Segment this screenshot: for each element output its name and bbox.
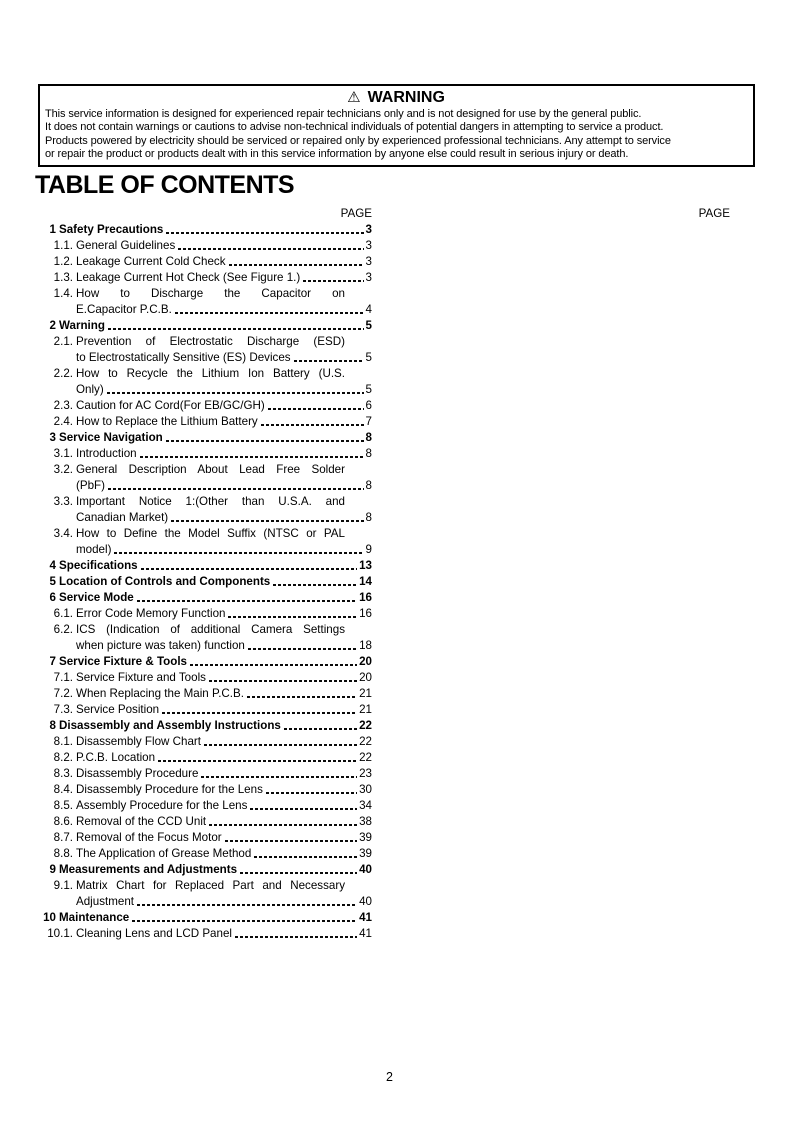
entry-number: 6.1. <box>53 607 73 620</box>
toc-entry-line <box>40 654 372 670</box>
toc-entry <box>40 750 372 766</box>
dotted-leader <box>175 302 364 318</box>
entry-title: How to Recycle the Lithium Ion Battery (U.S. <box>76 367 345 380</box>
entry-number: 2.4. <box>53 415 73 428</box>
entry-page-number: 3 <box>365 239 372 252</box>
dotted-leader <box>250 798 357 814</box>
entry-title: Disassembly and Assembly Instructions <box>59 719 281 732</box>
warning-box <box>38 84 755 167</box>
entry-number: 7.2. <box>53 687 73 700</box>
toc-entry <box>40 398 372 414</box>
dotted-leader <box>284 718 357 734</box>
toc-entry <box>40 254 372 270</box>
toc-entry <box>40 814 372 830</box>
entry-page-number: 41 <box>359 927 372 940</box>
toc-entry <box>40 446 372 462</box>
entry-number: 3.3. <box>53 495 73 508</box>
toc-entry <box>40 862 372 878</box>
entry-title: Adjustment <box>76 895 134 908</box>
dotted-leader <box>114 542 363 558</box>
dotted-leader <box>303 270 363 286</box>
toc-entry <box>40 622 372 654</box>
entry-number: 6.2. <box>53 623 73 636</box>
entry-title: Disassembly Flow Chart <box>76 735 201 748</box>
entry-title: Service Navigation <box>59 431 163 444</box>
entry-number: 8.2. <box>53 751 73 764</box>
entry-page-number: 5 <box>365 319 372 332</box>
entry-number: 3 <box>49 431 56 444</box>
page-column-header-right: PAGE <box>698 207 730 220</box>
toc-list <box>40 222 372 942</box>
toc-column <box>40 206 372 942</box>
entry-title: How to Replace the Lithium Battery <box>76 415 258 428</box>
toc-entry-line <box>40 702 372 718</box>
entry-page-number: 16 <box>359 591 372 604</box>
entry-title: Warning <box>59 319 105 332</box>
warning-text-line: It does not contain warnings or cautions to advise non-technical individuals of potential dangers in attempting to service a product. <box>45 121 664 134</box>
entry-page-number: 40 <box>359 863 372 876</box>
entry-title: Leakage Current Hot Check (See Figure 1.) <box>76 271 301 284</box>
entry-title: Error Code Memory Function <box>76 607 226 620</box>
entry-title: to Electrostatically Sensitive (ES) Devices <box>76 351 291 364</box>
entry-page-number: 4 <box>365 303 372 316</box>
toc-entry-line <box>40 750 372 766</box>
entry-title: Only) <box>76 383 104 396</box>
dotted-leader <box>248 638 357 654</box>
dotted-leader <box>107 382 364 398</box>
toc-entry-line <box>40 366 372 382</box>
dotted-leader <box>254 846 357 862</box>
entry-title: Service Fixture and Tools <box>76 671 206 684</box>
toc-entry-line <box>40 510 372 526</box>
dotted-leader <box>190 654 357 670</box>
footer-page-number: 2 <box>386 1070 393 1084</box>
entry-number: 2.1. <box>53 335 73 348</box>
dotted-leader <box>132 910 357 926</box>
entry-page-number: 8 <box>365 447 372 460</box>
toc-entry-line <box>40 910 372 926</box>
toc-entry-line <box>40 622 372 638</box>
toc-entry <box>40 574 372 590</box>
dotted-leader <box>240 862 357 878</box>
toc-entry-line <box>40 398 372 414</box>
toc-entry-line <box>40 782 372 798</box>
entry-number: 3.4. <box>53 527 73 540</box>
entry-title: Introduction <box>76 447 137 460</box>
dotted-leader <box>171 510 363 526</box>
entry-title: Maintenance <box>59 911 130 924</box>
entry-number: 9 <box>49 863 56 876</box>
dotted-leader <box>247 686 357 702</box>
entry-page-number: 5 <box>365 351 372 364</box>
entry-title: Important Notice 1:(Other than U.S.A. and <box>76 495 345 508</box>
entry-number: 1.2. <box>53 255 73 268</box>
entry-number: 8.1. <box>53 735 73 748</box>
page-title: TABLE OF CONTENTS <box>35 171 295 199</box>
toc-entry-line <box>40 606 372 622</box>
entry-page-number: 16 <box>359 607 372 620</box>
toc-entry <box>40 414 372 430</box>
entry-title: Canadian Market) <box>76 511 169 524</box>
toc-entry-line <box>40 494 372 510</box>
entry-title: Cleaning Lens and LCD Panel <box>76 927 232 940</box>
dotted-leader <box>294 350 364 366</box>
toc-entry-line <box>40 574 372 590</box>
toc-entry-line <box>40 526 372 542</box>
entry-title: Removal of the CCD Unit <box>76 815 207 828</box>
entry-page-number: 39 <box>359 831 372 844</box>
dotted-leader <box>141 558 357 574</box>
entry-title: Disassembly Procedure for the Lens <box>76 783 263 796</box>
warning-triangle-icon: ⚠ <box>347 89 361 106</box>
toc-entry <box>40 734 372 750</box>
entry-page-number: 6 <box>365 399 372 412</box>
toc-entry-line <box>40 926 372 942</box>
entry-page-number: 8 <box>365 511 372 524</box>
dotted-leader <box>204 734 357 750</box>
entry-page-number: 21 <box>359 703 372 716</box>
toc-entry-line <box>40 414 372 430</box>
toc-entry <box>40 782 372 798</box>
entry-number: 8.3. <box>53 767 73 780</box>
entry-page-number: 13 <box>359 559 372 572</box>
toc-entry-line <box>40 254 372 270</box>
toc-entry-line <box>40 590 372 606</box>
entry-page-number: 14 <box>359 575 372 588</box>
warning-title <box>45 87 747 108</box>
entry-title: Specifications <box>59 559 138 572</box>
toc-entry <box>40 318 372 334</box>
dotted-leader <box>225 830 357 846</box>
entry-title: Assembly Procedure for the Lens <box>76 799 248 812</box>
entry-number: 8 <box>49 719 56 732</box>
entry-title: When Replacing the Main P.C.B. <box>76 687 244 700</box>
toc-entry <box>40 718 372 734</box>
dotted-leader <box>268 398 364 414</box>
entry-number: 1.3. <box>53 271 73 284</box>
entry-page-number: 9 <box>365 543 372 556</box>
toc-entry <box>40 222 372 238</box>
warning-text-line: or repair the product or products dealt with in this service information by anyone else could result in serious injury or death. <box>45 147 629 160</box>
entry-number: 3.2. <box>53 463 73 476</box>
entry-number: 2.3. <box>53 399 73 412</box>
entry-page-number: 23 <box>359 767 372 780</box>
entry-number: 2.2. <box>53 367 73 380</box>
entry-page-number: 34 <box>359 799 372 812</box>
entry-number: 9.1. <box>53 879 73 892</box>
toc-entry-line <box>40 478 372 494</box>
entry-title: Location of Controls and Components <box>59 575 271 588</box>
toc-entry-line <box>40 894 372 910</box>
toc-entry-line <box>40 670 372 686</box>
dotted-leader <box>108 478 364 494</box>
toc-entry-line <box>40 638 372 654</box>
entry-number: 1.4. <box>53 287 73 300</box>
dotted-leader <box>201 766 357 782</box>
dotted-leader <box>266 782 357 798</box>
entry-number: 3.1. <box>53 447 73 460</box>
toc-entry <box>40 590 372 606</box>
dotted-leader <box>166 222 363 238</box>
entry-title: General Description About Lead Free Solder <box>76 463 345 476</box>
entry-number: 8.8. <box>53 847 73 860</box>
entry-number: 10.1. <box>47 927 73 940</box>
entry-page-number: 18 <box>359 639 372 652</box>
entry-page-number: 40 <box>359 895 372 908</box>
toc-entry <box>40 702 372 718</box>
dotted-leader <box>229 254 364 270</box>
entry-number: 8.5. <box>53 799 73 812</box>
entry-page-number: 22 <box>359 751 372 764</box>
toc-entry-line <box>40 462 372 478</box>
toc-entry <box>40 558 372 574</box>
toc-entry-line <box>40 878 372 894</box>
toc-entry <box>40 366 372 398</box>
dotted-leader <box>273 574 357 590</box>
entry-page-number: 3 <box>365 255 372 268</box>
toc-entry <box>40 878 372 910</box>
warning-text-line: Products powered by electricity should be serviced or repaired only by experienced professional technicians. Any attempt to service <box>45 134 671 147</box>
entry-title: Removal of the Focus Motor <box>76 831 222 844</box>
entry-number: 8.4. <box>53 783 73 796</box>
warning-title-label: WARNING <box>367 89 445 106</box>
toc-entry-line <box>40 734 372 750</box>
toc-entry <box>40 830 372 846</box>
toc-entry-line <box>40 862 372 878</box>
entry-title: when picture was taken) function <box>76 639 245 652</box>
entry-page-number: 20 <box>359 671 372 684</box>
entry-page-number: 22 <box>359 735 372 748</box>
toc-entry <box>40 270 372 286</box>
entry-page-number: 7 <box>365 415 372 428</box>
entry-title: P.C.B. Location <box>76 751 156 764</box>
entry-number: 4 <box>49 559 56 572</box>
toc-entry-line <box>40 766 372 782</box>
toc-entry <box>40 686 372 702</box>
entry-page-number: 3 <box>365 271 372 284</box>
entry-page-number: 39 <box>359 847 372 860</box>
toc-entry-line <box>40 542 372 558</box>
toc-entry-line <box>40 350 372 366</box>
entry-title: Prevention of Electrostatic Discharge (ESD) <box>76 335 345 348</box>
dotted-leader <box>261 414 364 430</box>
toc-entry <box>40 430 372 446</box>
entry-title: Caution for AC Cord(For EB/GC/GH) <box>76 399 265 412</box>
entry-title: ICS (Indication of additional Camera Settings <box>76 623 345 636</box>
entry-number: 6 <box>49 591 56 604</box>
entry-title: How to Define the Model Suffix (NTSC or PAL <box>76 527 345 540</box>
entry-number: 10 <box>43 911 56 924</box>
warning-text-line: This service information is designed for experienced repair technicians only and is not designed for use by the general public. <box>45 108 642 120</box>
entry-page-number: 30 <box>359 783 372 796</box>
entry-page-number: 41 <box>359 911 372 924</box>
entry-number: 7.3. <box>53 703 73 716</box>
dotted-leader <box>108 318 364 334</box>
toc-entry-line <box>40 446 372 462</box>
entry-title: General Guidelines <box>76 239 176 252</box>
toc-entry-line <box>40 286 372 302</box>
entry-number: 1 <box>49 223 56 236</box>
toc-entry <box>40 670 372 686</box>
entry-page-number: 5 <box>365 383 372 396</box>
toc-entry-line <box>40 798 372 814</box>
toc-entry <box>40 238 372 254</box>
entry-title: model) <box>76 543 112 556</box>
entry-number: 7 <box>49 655 56 668</box>
toc-entry-line <box>40 830 372 846</box>
toc-entry-line <box>40 718 372 734</box>
entry-page-number: 8 <box>365 479 372 492</box>
toc-entry <box>40 494 372 526</box>
page-column-header-left: PAGE <box>340 207 372 220</box>
toc-entry <box>40 654 372 670</box>
entry-page-number: 21 <box>359 687 372 700</box>
toc-entry <box>40 334 372 366</box>
toc-entry-line <box>40 302 372 318</box>
entry-title: Matrix Chart for Replaced Part and Necessary <box>76 879 345 892</box>
dotted-leader <box>209 814 357 830</box>
dotted-leader <box>228 606 357 622</box>
entry-page-number: 22 <box>359 719 372 732</box>
entry-number: 7.1. <box>53 671 73 684</box>
toc-entry <box>40 286 372 318</box>
toc-entry-line <box>40 238 372 254</box>
entry-title: (PbF) <box>76 479 105 492</box>
entry-title: Measurements and Adjustments <box>59 863 238 876</box>
entry-number: 5 <box>49 575 56 588</box>
toc-entry-line <box>40 558 372 574</box>
dotted-leader <box>137 590 357 606</box>
toc-entry-line <box>40 270 372 286</box>
toc-entry <box>40 526 372 558</box>
entry-page-number: 38 <box>359 815 372 828</box>
toc-entry <box>40 606 372 622</box>
warning-body <box>45 108 747 161</box>
entry-page-number: 8 <box>365 431 372 444</box>
entry-title: E.Capacitor P.C.B. <box>76 303 172 316</box>
entry-title: Service Mode <box>59 591 134 604</box>
toc-entry <box>40 926 372 942</box>
toc-entry-line <box>40 382 372 398</box>
dotted-leader <box>137 894 357 910</box>
entry-title: Safety Precautions <box>59 223 164 236</box>
toc-entry-line <box>40 222 372 238</box>
dotted-leader <box>140 446 364 462</box>
entry-title: Service Position <box>76 703 160 716</box>
dotted-leader <box>158 750 357 766</box>
dotted-leader <box>235 926 357 942</box>
dotted-leader <box>166 430 364 446</box>
dotted-leader <box>209 670 357 686</box>
entry-title: The Application of Grease Method <box>76 847 252 860</box>
entry-page-number: 3 <box>365 223 372 236</box>
entry-number: 8.7. <box>53 831 73 844</box>
entry-number: 1.1. <box>53 239 73 252</box>
entry-title: Leakage Current Cold Check <box>76 255 226 268</box>
toc-entry-line <box>40 318 372 334</box>
toc-entry <box>40 910 372 926</box>
entry-title: Disassembly Procedure <box>76 767 199 780</box>
toc-entry <box>40 798 372 814</box>
toc-entry-line <box>40 814 372 830</box>
entry-page-number: 20 <box>359 655 372 668</box>
toc-entry-line <box>40 430 372 446</box>
toc-entry-line <box>40 686 372 702</box>
toc-entry <box>40 846 372 862</box>
entry-number: 8.6. <box>53 815 73 828</box>
entry-title: How to Discharge the Capacitor on <box>76 287 345 300</box>
entry-number: 2 <box>49 319 56 332</box>
dotted-leader <box>178 238 363 254</box>
toc-entry <box>40 766 372 782</box>
dotted-leader <box>162 702 357 718</box>
toc-entry-line <box>40 334 372 350</box>
toc-entry <box>40 462 372 494</box>
toc-entry-line <box>40 846 372 862</box>
entry-title: Service Fixture & Tools <box>59 655 188 668</box>
